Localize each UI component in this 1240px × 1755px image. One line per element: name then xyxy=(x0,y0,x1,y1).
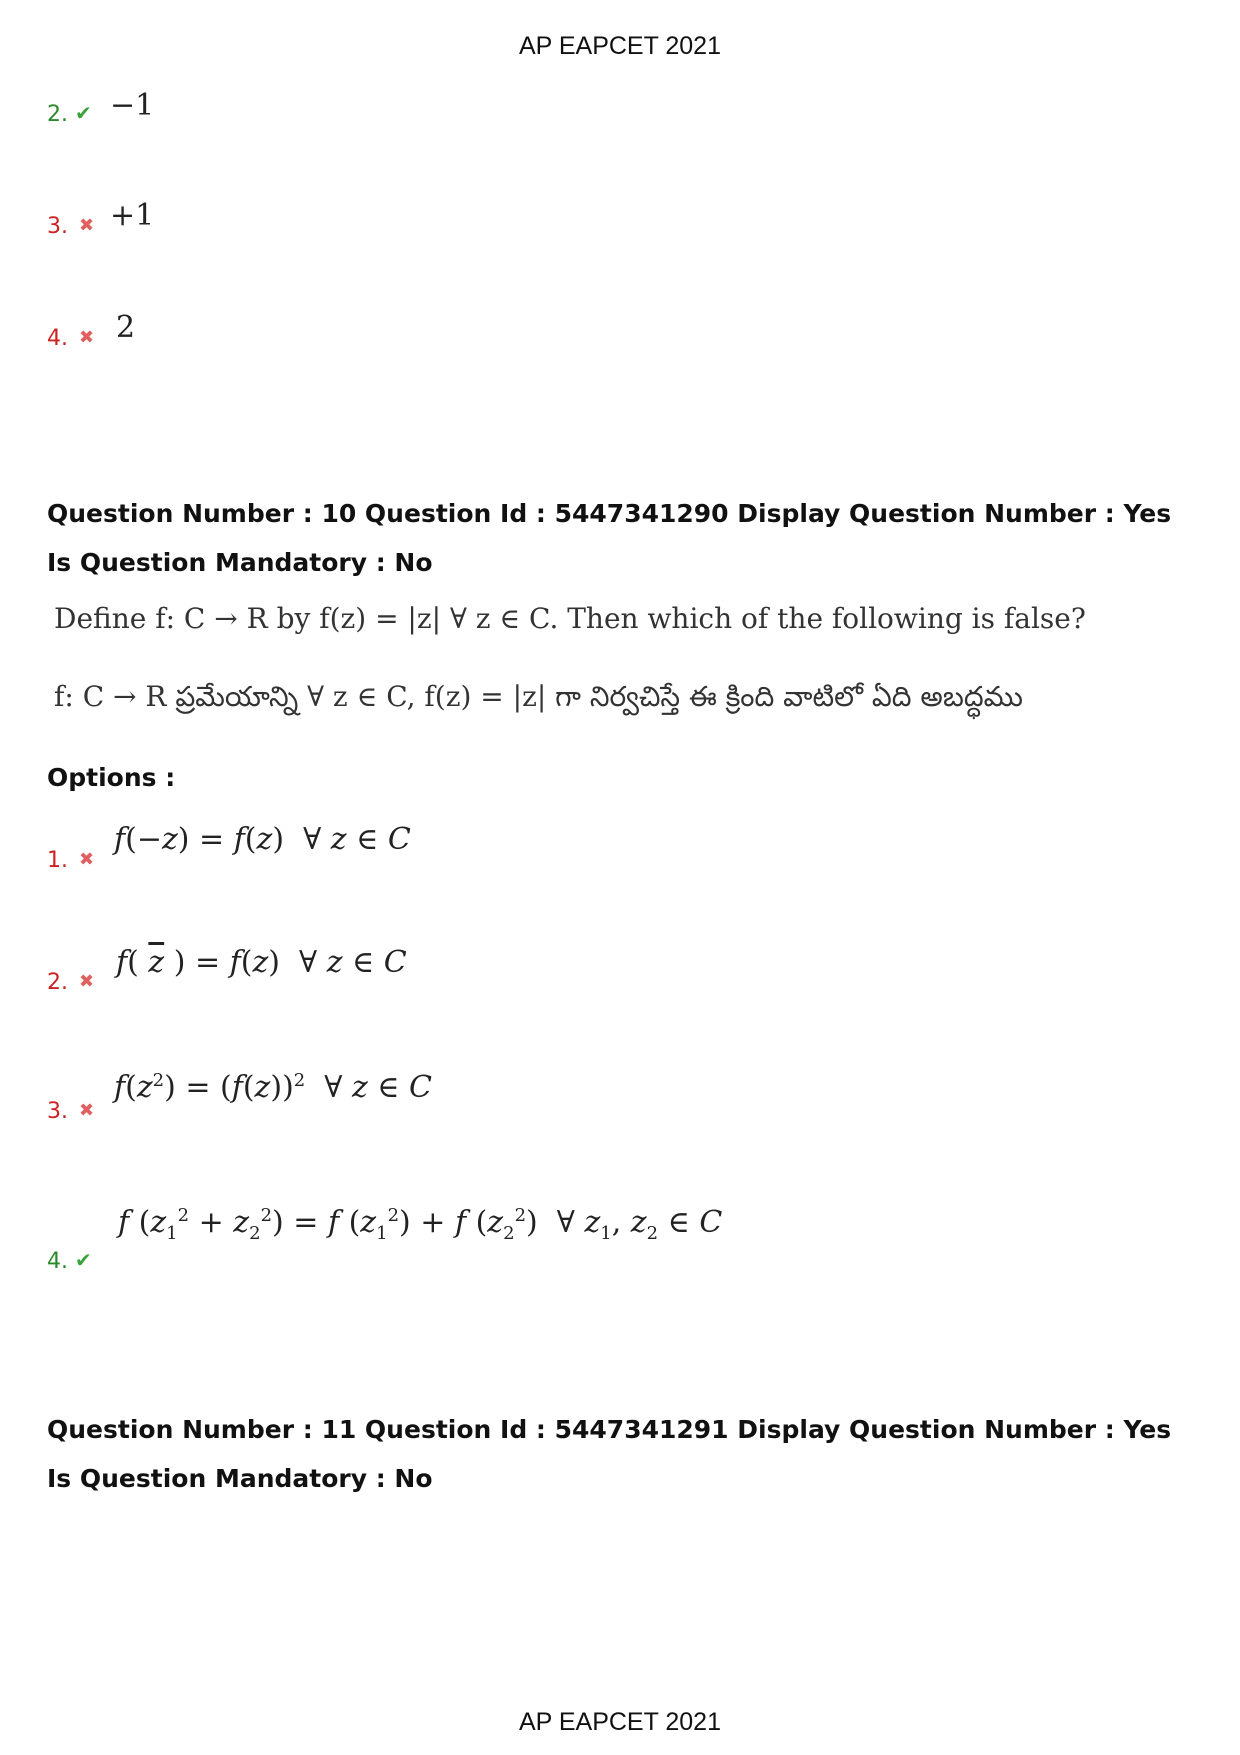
question-10-text-telugu: f: C → R ప్రమేయాన్ని ∀ z ∈ C, f(z) = |z| గా నిర్వచిస్తే ఈ క్రింది వాటిలో ఏది అబద్ధము xyxy=(54,680,1023,713)
option-number: 4. xyxy=(47,1249,68,1274)
cross-icon: ✖ xyxy=(79,1100,95,1121)
options-label: Options : xyxy=(47,763,176,792)
cross-icon: ✖ xyxy=(79,215,95,236)
page-footer: AP EAPCET 2021 xyxy=(519,1708,721,1736)
cross-icon: ✖ xyxy=(79,971,95,992)
prev-option-2-value: −1 xyxy=(110,88,155,123)
question-10-text-english: Define f: C → R by f(z) = |z| ∀ z ∈ C. Then which of the following is false? xyxy=(54,602,1086,635)
option-number: 4. xyxy=(47,326,68,351)
q10-option-1-formula: f(−z) = f(z) ∀ z ∈ C xyxy=(114,822,411,857)
q10-option-2-formula: f( $\overline{z}$ ) = f(z) ∀ z ∈ C xyxy=(116,945,407,980)
prev-option-3-value: +1 xyxy=(110,198,155,233)
option-number: 2. xyxy=(47,970,68,995)
check-icon: ✔ xyxy=(75,101,92,125)
check-icon: ✔ xyxy=(75,1248,92,1272)
option-number: 1. xyxy=(47,848,68,873)
page-header: AP EAPCET 2021 xyxy=(519,32,721,60)
cross-icon: ✖ xyxy=(79,849,95,870)
option-number: 3. xyxy=(47,1099,68,1124)
q10-option-3-formula: $f(z^2) = (f(z))^2$ ∀ z ∈ C xyxy=(114,1070,433,1105)
option-number: 3. xyxy=(47,214,68,239)
option-number: 2. xyxy=(47,102,68,127)
q10-option-4-formula: f $(z_1^2 + z_2^2) = f$ $(z_1^2) + f$ $(z_2^2)$ ∀ $z_1$, $z_2$ ∈ C xyxy=(118,1205,723,1244)
question-11-header: Question Number : 11 Question Id : 5447341291 Display Question Number : Yes Is Question Mandatory : No xyxy=(47,1415,1172,1493)
prev-option-4-value: 2 xyxy=(116,310,136,345)
cross-icon: ✖ xyxy=(79,327,95,348)
question-10-header: Question Number : 10 Question Id : 5447341290 Display Question Number : Yes Is Question Mandatory : No xyxy=(47,499,1172,577)
